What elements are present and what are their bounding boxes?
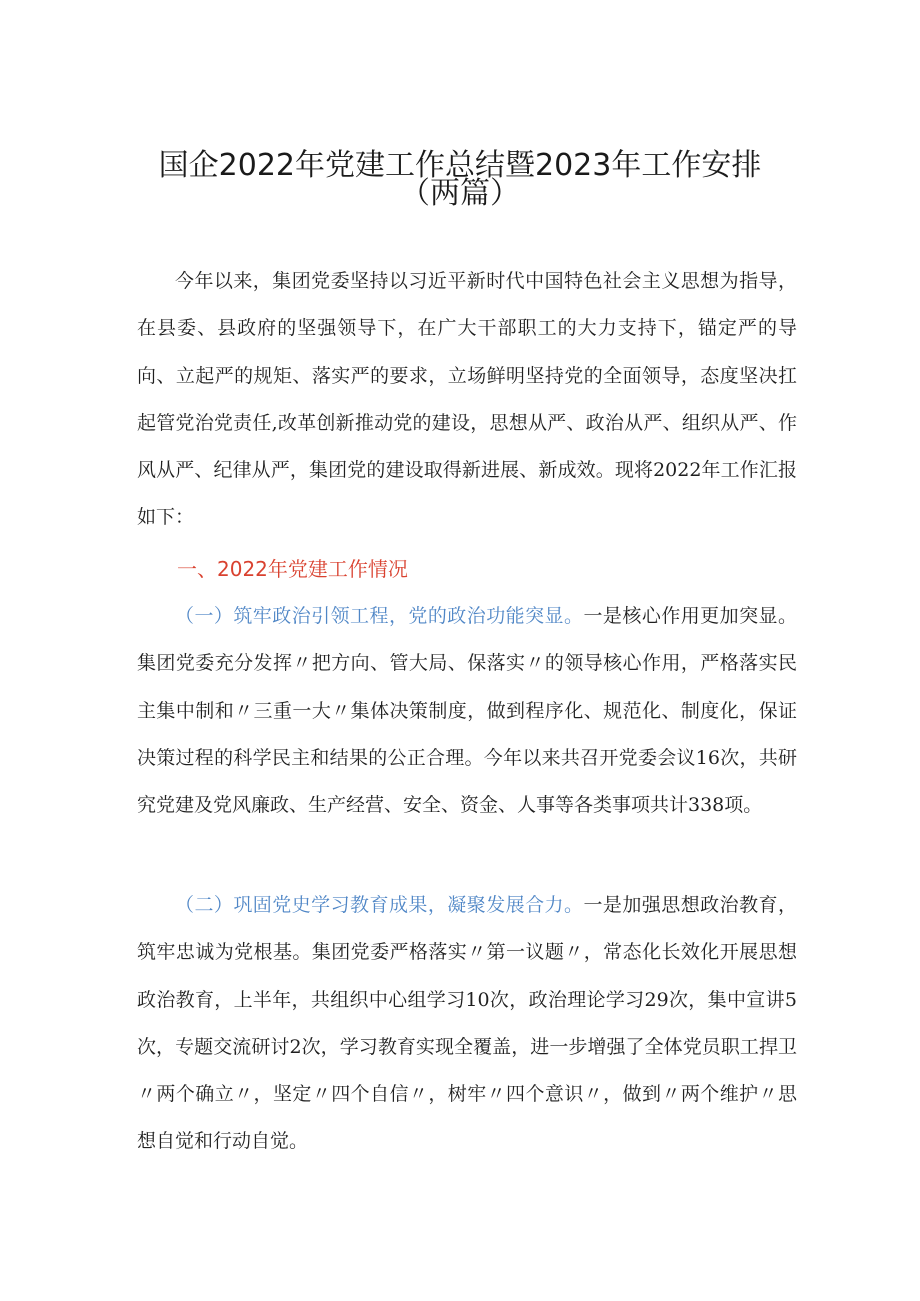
item1-body: 一是核心作用更加突显。集团党委充分发挥〃把方向、管大局、保落实〃的领导核心作用，严格落实民主集中制和〃三重一大〃集体决策制度，做到程序化、规范化、制度化，保证决策过程的科学民主和结果的公正合理。今年以来共召开党委会议16次，共研究党建及党风廉政、生产经营、安全、资金、人事等各类事项共计338项。	[137, 605, 797, 817]
section-heading: 一、2022年党建工作情况	[177, 557, 408, 581]
document-title-line2: （两篇）	[400, 176, 520, 211]
item1-heading: （一）筑牢政治引领工程，党的政治功能突显。	[175, 605, 584, 627]
item2-heading: （二）巩固党史学习教育成果，凝聚发展合力。	[175, 894, 584, 916]
item2-body: 一是加强思想政治教育，筑牢忠诚为党根基。集团党委严格落实〃第一议题〃，常态化长效化开展思想政治教育，上半年，共组织中心组学习10次，政治理论学习29次，集中宣讲5次，专题交流研讨2次，学习教育实现全覆盖，进一步增强了全体党员职工捍卫〃两个确立〃，坚定〃四个自信〃，树牢〃四个意识〃，做到〃两个维护〃思想自觉和行动自觉。	[137, 894, 797, 1153]
item2-paragraph	[137, 882, 797, 1166]
intro-paragraph: 今年以来，集团党委坚持以习近平新时代中国特色社会主义思想为指导，在县委、县政府的坚强领导下，在广大干部职工的大力支持下，锚定严的导向、立起严的规矩、落实严的要求，立场鲜明坚持党的全面领导，态度坚决扛起管党治党责任,改革创新推动党的建设，思想从严、政治从严、组织从严、作风从严、纪律从严，集团党的建设取得新进展、新成效。现将2022年工作汇报如下：	[137, 270, 797, 529]
item1-paragraph	[137, 593, 797, 829]
document-title-line1: 国企2022年党建工作总结暨2023年工作安排	[158, 148, 762, 183]
